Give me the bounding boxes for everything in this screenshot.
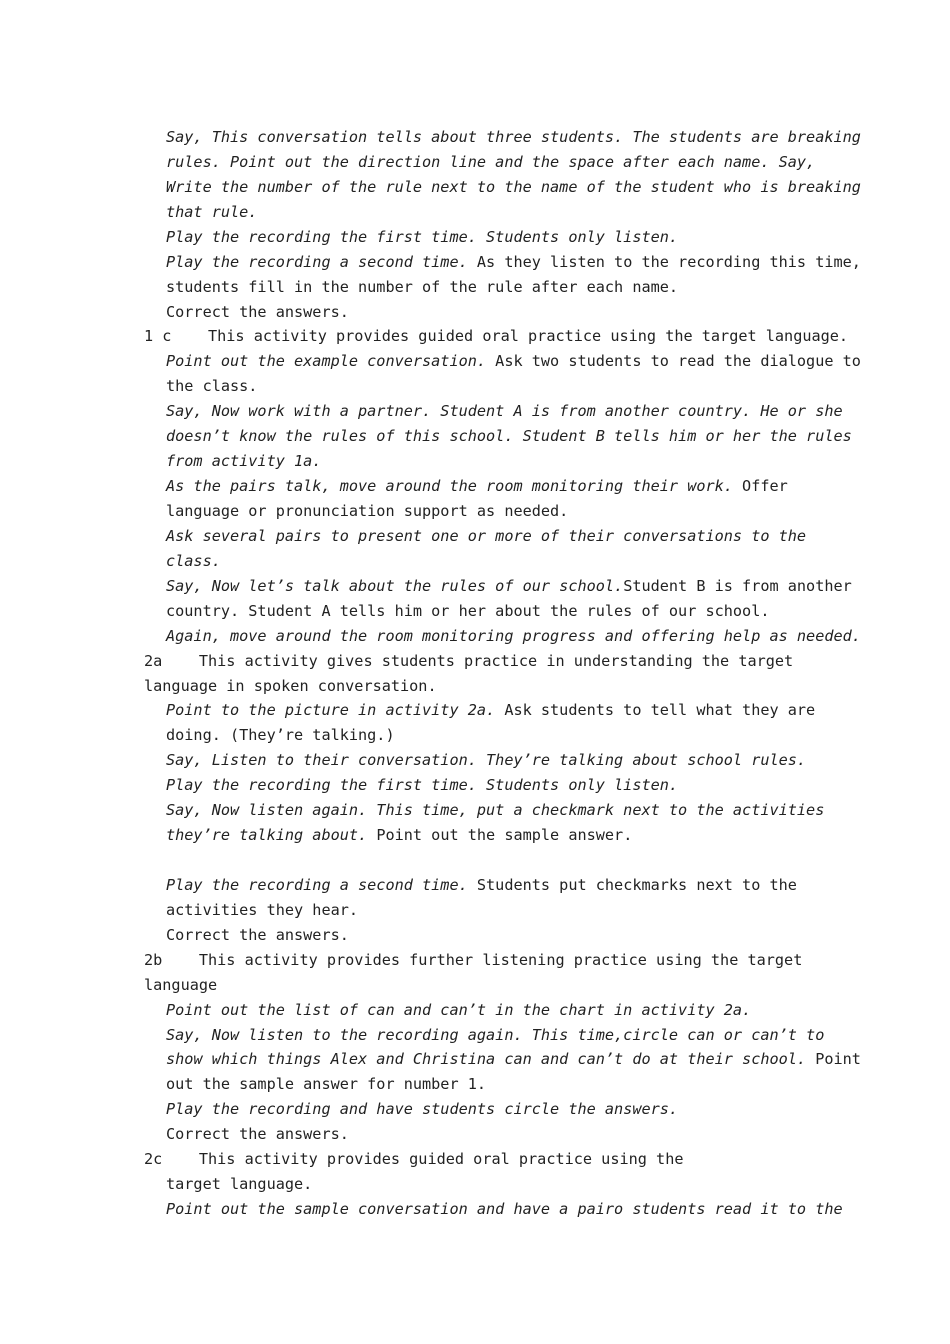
- text-line: [166, 601, 769, 621]
- italic-text-segment: class.: [166, 551, 221, 570]
- text-line: [166, 351, 861, 371]
- text-line: [166, 626, 861, 646]
- text-line: [166, 800, 824, 820]
- text-line: [166, 1099, 678, 1119]
- text-line: [166, 725, 395, 745]
- text-segment: 2c This activity provides guided oral practice using the: [144, 1150, 684, 1169]
- italic-text-segment: Point to the picture in activity 2a.: [166, 701, 496, 720]
- text-line: [166, 576, 852, 596]
- text-line: [144, 950, 802, 970]
- italic-text-segment: from activity 1a.: [166, 452, 322, 471]
- text-line: [144, 676, 437, 696]
- text-line: [166, 127, 861, 147]
- italic-text-segment: Point out the list of can and can’t in the chart in activity 2a.: [166, 1000, 752, 1019]
- italic-text-segment: Say, This conversation tells about three students. The students are breaking: [166, 128, 861, 146]
- italic-text-segment: doesn’t know the rules of this school. Student B tells him or her the rules: [166, 427, 852, 446]
- text-segment: Offer: [732, 477, 788, 495]
- text-line: [144, 975, 217, 995]
- text-line: [166, 376, 257, 396]
- text-line: [166, 1074, 486, 1094]
- italic-text-segment: they’re talking about.: [166, 826, 368, 844]
- text-line: [166, 900, 358, 920]
- text-segment: Students put checkmarks next to the: [467, 875, 797, 894]
- text-line: [166, 1124, 349, 1144]
- text-line: [166, 1049, 861, 1069]
- text-line: [166, 526, 806, 546]
- text-segment: country. Student A tells him or her about the rules of our school.: [166, 601, 770, 620]
- italic-text-segment: Say, Now let’s talk about the rules of our school.: [166, 576, 624, 595]
- text-segment: Correct the answers.: [166, 1125, 349, 1144]
- text-line: [166, 551, 221, 571]
- text-line: [166, 825, 632, 845]
- text-line: [166, 750, 806, 770]
- text-line: [166, 925, 349, 945]
- italic-text-segment: show which things Alex and Christina can and can’t do at their school.: [166, 1050, 807, 1069]
- text-segment: the class.: [166, 377, 258, 396]
- text-line: [166, 426, 852, 446]
- text-segment: Correct the answers.: [166, 302, 349, 321]
- italic-text-segment: Say, Now work with a partner. Student A is from another country. He or she: [166, 402, 843, 421]
- text-segment: As they listen to the recording this time,: [467, 252, 861, 271]
- text-segment: language: [144, 975, 218, 994]
- italic-text-segment: Play the recording the first time. Students only listen.: [166, 227, 679, 246]
- text-segment: out the sample answer for number 1.: [166, 1075, 487, 1094]
- italic-text-segment: Point out the example conversation.: [166, 352, 487, 371]
- text-segment: activities they hear.: [166, 900, 359, 919]
- text-line: [166, 1199, 843, 1219]
- text-line: [166, 501, 568, 521]
- italic-text-segment: rules. Point out the direction line and the space after each name. Say,: [166, 152, 816, 171]
- text-line: [144, 651, 793, 671]
- text-line: [166, 451, 321, 471]
- text-line: [166, 875, 797, 895]
- text-line: [166, 1174, 312, 1194]
- text-segment: students fill in the number of the rule after each name.: [166, 277, 679, 296]
- text-segment: Ask students to tell what they are: [495, 701, 816, 720]
- text-line: [166, 227, 678, 247]
- text-line: [144, 1149, 683, 1169]
- text-line: [166, 1025, 824, 1045]
- text-line: [166, 476, 788, 496]
- text-segment: target language.: [166, 1175, 313, 1194]
- text-line: [144, 326, 848, 346]
- italic-text-segment: Write the number of the rule next to the name of the student who is breaking: [166, 177, 861, 196]
- text-segment: language in spoken conversation.: [144, 676, 437, 695]
- italic-text-segment: Say, Now listen to the recording again. This time,circle can or can’t to: [166, 1025, 825, 1044]
- text-line: [166, 302, 349, 322]
- text-line: [166, 401, 843, 421]
- italic-text-segment: Say, Listen to their conversation. They’re talking about school rules.: [166, 751, 807, 770]
- text-line: [166, 177, 861, 197]
- text-segment: doing. (They’re talking.): [166, 726, 395, 745]
- text-segment: Student B is from another: [623, 576, 852, 595]
- italic-text-segment: Again, move around the room monitoring progress and offering help as needed.: [166, 626, 861, 645]
- text-segment: language or pronunciation support as needed.: [166, 501, 569, 520]
- text-segment: 2b This activity provides further listening practice using the target: [144, 950, 803, 969]
- text-segment: Point: [806, 1050, 861, 1069]
- text-line: [166, 202, 257, 222]
- text-segment: 2a This activity gives students practice in understanding the target: [144, 651, 794, 670]
- italic-text-segment: Ask several pairs to present one or more of their conversations to the: [166, 526, 807, 545]
- text-segment: Point out the sample answer.: [367, 826, 633, 844]
- text-line: [166, 277, 678, 297]
- italic-text-segment: Say, Now listen again. This time, put a checkmark next to the activities: [166, 801, 825, 820]
- text-line: [166, 775, 678, 795]
- italic-text-segment: Point out the sample conversation and have a pairo students read it to the: [166, 1200, 843, 1218]
- italic-text-segment: Play the recording the first time. Students only listen.: [166, 776, 679, 795]
- italic-text-segment: As the pairs talk, move around the room monitoring their work.: [166, 477, 733, 495]
- text-segment: Ask two students to read the dialogue to: [486, 352, 861, 371]
- text-segment: 1 c This activity provides guided oral practice using the target language.: [144, 327, 849, 346]
- text-line: [166, 700, 815, 720]
- italic-text-segment: that rule.: [166, 202, 258, 221]
- italic-text-segment: Play the recording and have students circle the answers.: [166, 1100, 679, 1119]
- text-line: [166, 152, 815, 172]
- text-line: [166, 1000, 751, 1020]
- italic-text-segment: Play the recording a second time.: [166, 875, 468, 894]
- text-line: [166, 252, 861, 272]
- italic-text-segment: Play the recording a second time.: [166, 252, 468, 271]
- text-segment: Correct the answers.: [166, 925, 349, 944]
